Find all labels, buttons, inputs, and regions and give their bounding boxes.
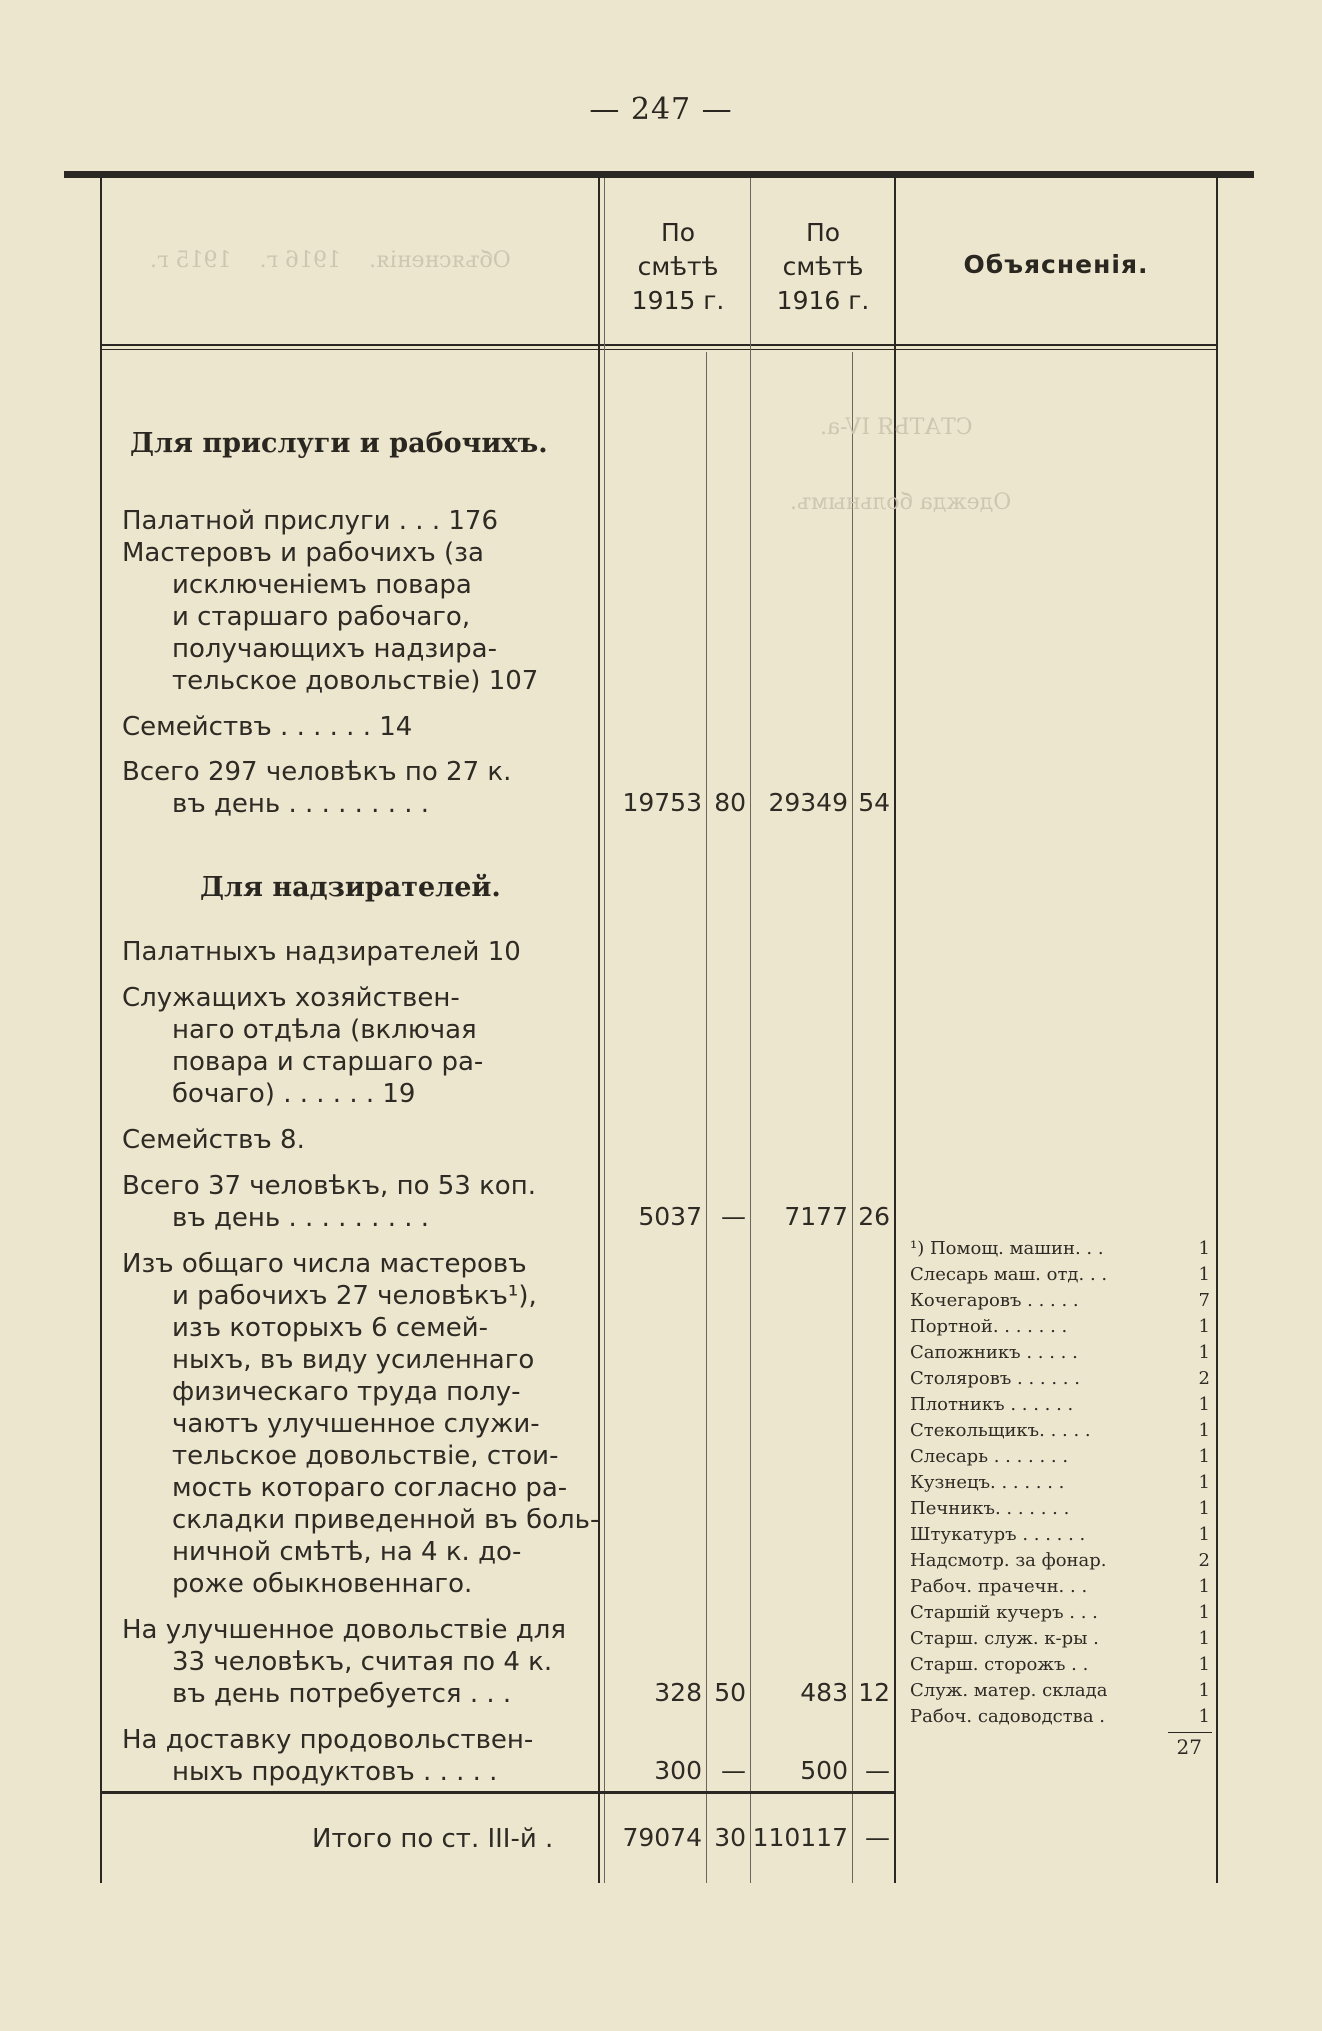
text-line: Изъ общаго числа мастеровъ: [122, 1249, 527, 1279]
col-divider-text: [598, 178, 600, 1883]
footnote-row: [910, 1418, 1210, 1444]
header-col-explanations: Объясненія.: [963, 250, 1149, 279]
section-title-supervisors: Для надзирателей.: [200, 872, 501, 903]
amount-1916-kop: 54: [858, 788, 890, 817]
text-line: Палатной прислуги . . . 176: [122, 506, 498, 536]
footnote-row: [910, 1392, 1210, 1418]
footnote-item-count: 1: [1198, 1472, 1210, 1493]
text-line: мость котораго согласно ра-: [172, 1473, 568, 1503]
total-1916-kop: —: [865, 1823, 890, 1852]
amount-1915-kop: —: [721, 1202, 746, 1231]
amount-1916-rub: 7177: [784, 1202, 848, 1231]
bleed-through-text: Объясненія. 1916 г. 1915 г.: [150, 248, 511, 273]
footnote-total-rule: [1168, 1732, 1212, 1733]
text-line: Всего 37 человѣкъ, по 53 коп.: [122, 1171, 536, 1201]
text-line: тельское довольствіе) 107: [172, 666, 539, 696]
amount-1915-rub: 5037: [638, 1202, 702, 1231]
footnote-row: [910, 1678, 1210, 1704]
amount-1915-kop: —: [721, 1756, 746, 1785]
footnote-item-count: 1: [1198, 1342, 1210, 1363]
left-border: [100, 178, 102, 1883]
footnote-row: [910, 1548, 1210, 1574]
text-line: въ день . . . . . . . . .: [172, 1203, 430, 1233]
text-line: въ день потребуется . . .: [172, 1679, 512, 1709]
footnote-row: [910, 1522, 1210, 1548]
text-line: 33 человѣкъ, считая по 4 к.: [172, 1647, 553, 1677]
text-line: ничной смѣтѣ, на 4 к. до-: [172, 1537, 522, 1567]
text-line: повара и старшаго ра-: [172, 1047, 484, 1077]
footnote-item-count: 1: [1198, 1420, 1210, 1441]
footnote-total: 27: [1176, 1735, 1202, 1759]
footnote-item-name: Старшій кучеръ . . .: [910, 1602, 1098, 1623]
total-1915-kop: 30: [714, 1823, 746, 1852]
text-line: въ день . . . . . . . . .: [172, 789, 430, 819]
text-line: ныхъ, въ виду усиленнаго: [172, 1345, 535, 1375]
header-col-1916: По смѣтѣ 1916 г.: [776, 218, 870, 315]
footnote-item-count: 1: [1198, 1238, 1210, 1259]
text-line: Всего 297 человѣкъ по 27 к.: [122, 757, 512, 787]
footnote-item-name: Старш. сторожъ . .: [910, 1654, 1089, 1675]
amount-1916-kop: 12: [858, 1678, 890, 1707]
amount-1915-rub: 328: [654, 1678, 702, 1707]
amount-1915-kop: 50: [714, 1678, 746, 1707]
footnote-item-count: 1: [1198, 1446, 1210, 1467]
footnote-item-name: Сапожникъ . . . . .: [910, 1342, 1078, 1363]
footnote-item-name: Печникъ. . . . . . .: [910, 1498, 1070, 1519]
footnote-item-count: 2: [1198, 1368, 1210, 1389]
amount-1915-rub: 300: [654, 1756, 702, 1785]
footnote-row: [910, 1340, 1210, 1366]
footnote-item-count: 1: [1198, 1628, 1210, 1649]
footnote-item-name: Стекольщикъ. . . . .: [910, 1420, 1091, 1441]
text-line: Семействъ 8.: [122, 1125, 305, 1155]
footnote-row: [910, 1600, 1210, 1626]
footnote-item-count: 1: [1198, 1498, 1210, 1519]
amount-1916-rub: 29349: [768, 788, 848, 817]
total-rule: [102, 1791, 894, 1794]
page-number: — 247 —: [589, 92, 733, 127]
footnote-item-count: 2: [1198, 1550, 1210, 1571]
text-line: получающихъ надзира-: [172, 634, 497, 664]
text-line: бочаго) . . . . . . 19: [172, 1079, 416, 1109]
footnote-list: [910, 1236, 1210, 1730]
amount-1915-kop: 80: [714, 788, 746, 817]
amount-1916-kop: —: [865, 1756, 890, 1785]
text-line: Семействъ . . . . . . 14: [122, 712, 413, 742]
footnote-item-name: Слесарь маш. отд. . .: [910, 1264, 1108, 1285]
footnote-item-count: 1: [1198, 1316, 1210, 1337]
col-divider-1915-kop: [706, 352, 707, 1883]
footnote-row: [910, 1288, 1210, 1314]
footnote-item-count: 1: [1198, 1654, 1210, 1675]
header-col-1915: По смѣтѣ 1915 г.: [631, 218, 725, 315]
text-line: и старшаго рабочаго,: [172, 602, 471, 632]
footnote-item-count: 1: [1198, 1576, 1210, 1597]
col-divider-1915-1916: [750, 178, 751, 1883]
footnote-row: [910, 1314, 1210, 1340]
text-line: Палатныхъ надзирателей 10: [122, 937, 521, 967]
amount-1916-rub: 500: [800, 1756, 848, 1785]
bleed-through-text-3: Одежда больнымъ.: [790, 490, 1012, 515]
total-label: Итого по ст. III-й .: [312, 1824, 554, 1854]
top-rule: [64, 171, 1254, 178]
text-line: тельское довольствіе, стои-: [172, 1441, 559, 1471]
footnote-item-count: 1: [1198, 1524, 1210, 1545]
text-line: чаютъ улучшенное служи-: [172, 1409, 540, 1439]
footnote-item-name: Служ. матер. склада: [910, 1680, 1108, 1701]
footnote-row: [910, 1652, 1210, 1678]
col-divider-1916-kop: [852, 352, 853, 1883]
text-line: складки приведенной въ боль-: [172, 1505, 600, 1535]
footnote-item-name: Плотникъ . . . . . .: [910, 1394, 1074, 1415]
footnote-item-count: 1: [1198, 1706, 1210, 1727]
footnote-row: [910, 1262, 1210, 1288]
text-line: На доставку продовольствен-: [122, 1725, 534, 1755]
section-title-servants: Для прислуги и рабочихъ.: [130, 428, 548, 459]
text-line: Мастеровъ и рабочихъ (за: [122, 538, 484, 568]
footnote-item-name: Слесарь . . . . . . .: [910, 1446, 1069, 1467]
footnote-row: [910, 1444, 1210, 1470]
col-divider-text-2: [604, 178, 605, 1883]
text-line: Служащихъ хозяйствен-: [122, 983, 460, 1013]
footnote-row: [910, 1626, 1210, 1652]
footnote-item-count: 1: [1198, 1394, 1210, 1415]
text-line: наго отдѣла (включая: [172, 1015, 477, 1045]
amount-1916-rub: 483: [800, 1678, 848, 1707]
text-line: исключеніемъ повара: [172, 570, 472, 600]
footnote-item-count: 1: [1198, 1602, 1210, 1623]
amount-1915-rub: 19753: [622, 788, 702, 817]
footnote-item-count: 1: [1198, 1680, 1210, 1701]
header-bottom-rule-2: [102, 349, 1218, 350]
footnote-row: [910, 1236, 1210, 1262]
text-line: ныхъ продуктовъ . . . . .: [172, 1757, 498, 1787]
footnote-item-name: Рабоч. прачечн. . .: [910, 1576, 1088, 1597]
footnote-item-name: Портной. . . . . . .: [910, 1316, 1068, 1337]
footnote-row: [910, 1496, 1210, 1522]
bleed-through-text-2: СТАТЬЯ IV-а.: [820, 415, 973, 440]
total-1915-rub: 79074: [622, 1823, 702, 1852]
footnote-item-name: Старш. служ. к-ры .: [910, 1628, 1099, 1649]
footnote-row: [910, 1470, 1210, 1496]
footnote-item-count: 7: [1198, 1290, 1210, 1311]
total-1916-rub: 110117: [752, 1823, 848, 1852]
amount-1916-kop: 26: [858, 1202, 890, 1231]
text-line: На улучшенное довольствіе для: [122, 1615, 566, 1645]
text-line: физическаго труда полу-: [172, 1377, 521, 1407]
footnote-row: [910, 1366, 1210, 1392]
footnote-item-name: Штукатуръ . . . . . .: [910, 1524, 1086, 1545]
footnote-item-name: ¹) Помощ. машин. . .: [910, 1238, 1104, 1259]
text-line: роже обыкновеннаго.: [172, 1569, 473, 1599]
footnote-item-name: Кузнецъ. . . . . . .: [910, 1472, 1065, 1493]
footnote-item-name: Столяровъ . . . . . .: [910, 1368, 1080, 1389]
header-bottom-rule: [102, 344, 1218, 346]
footnote-item-name: Рабоч. садоводства .: [910, 1706, 1105, 1727]
footnote-item-name: Кочегаровъ . . . . .: [910, 1290, 1079, 1311]
footnote-item-count: 1: [1198, 1264, 1210, 1285]
text-line: изъ которыхъ 6 семей-: [172, 1313, 489, 1343]
right-border: [1216, 178, 1218, 1883]
text-line: и рабочихъ 27 человѣкъ¹),: [172, 1281, 537, 1311]
footnote-row: [910, 1574, 1210, 1600]
footnote-row: [910, 1704, 1210, 1730]
footnote-item-name: Надсмотр. за фонар.: [910, 1550, 1107, 1571]
